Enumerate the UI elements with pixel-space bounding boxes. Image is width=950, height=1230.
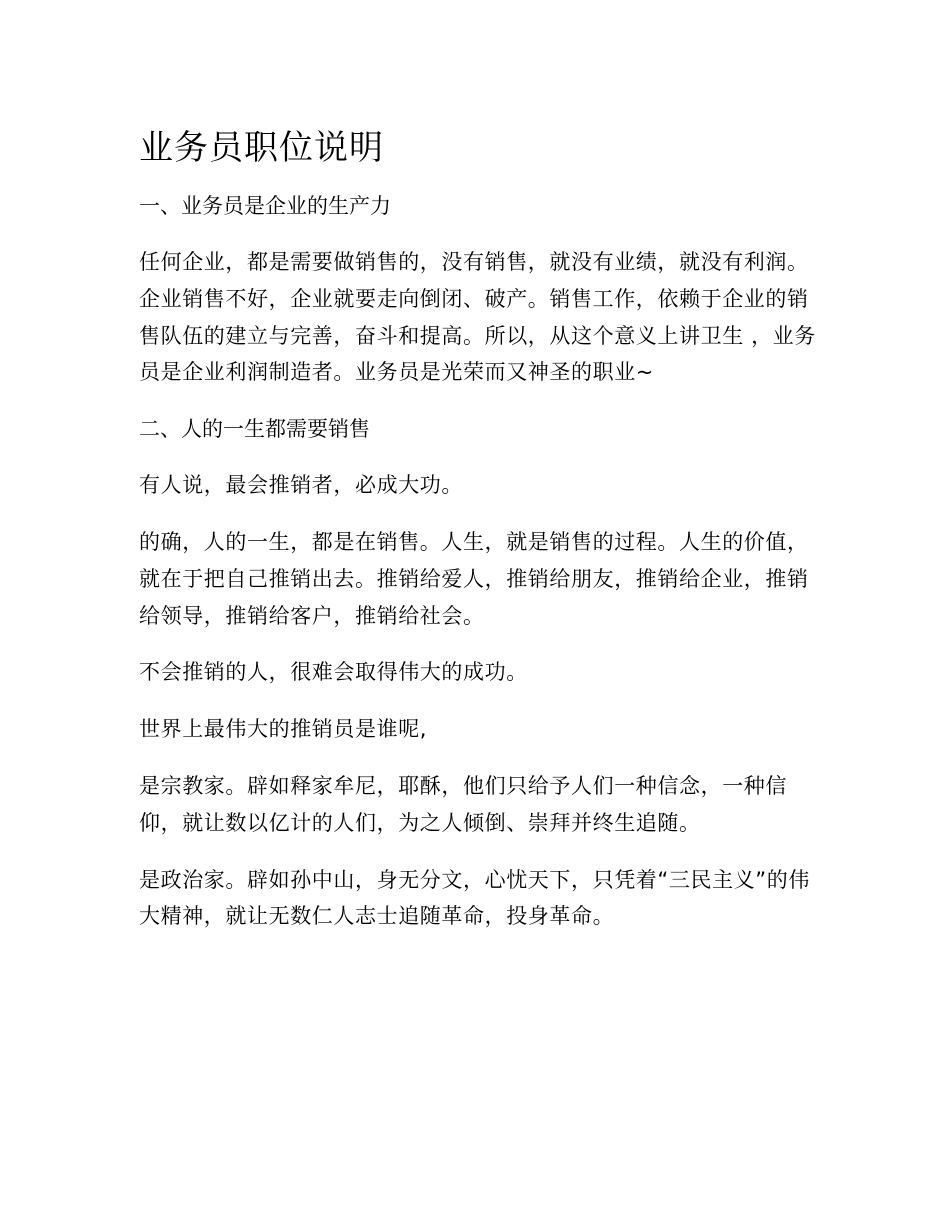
paragraph: 是政治家。辟如孙中山，身无分文，心忧天下，只凭着“三民主义”的伟大精神，就让无数仁人志士追随革命，投身革命。 (139, 867, 810, 929)
document-body (139, 124, 829, 955)
section-heading-2: 二、人的一生都需要销售 (139, 417, 370, 442)
paragraph: 的确，人的一生，都是在销售。人生，就是销售的过程。人生的价值，就在于把自己推销出去。推销给爱人，推销给朋友，推销给企业，推销给领导，推销给客户，推销给社会。 (139, 529, 809, 628)
document-title: 业务员职位说明 (139, 128, 384, 168)
paragraph: 任何企业，都是需要做销售的，没有销售，就没有业绩，就没有利润。企业销售不好，企业就要走向倒闭、破产。销售工作，依赖于企业的销售队伍的建立与完善，奋斗和提高。所以，从这个意义上讲卫生 ，业务员是企业利润制造者。业务员是光荣而又神圣的职业~ (139, 250, 816, 385)
paragraph: 是宗教家。辟如释家牟尼，耶酥，他们只给予人们一种信念，一种信仰，就让数以亿计的人们，为之人倾倒、崇拜并终生追随。 (139, 773, 787, 835)
paragraph: 世界上最伟大的推销员是谁呢, (139, 717, 428, 742)
paragraph: 有人说，最会推销者，必成大功。 (139, 473, 463, 498)
section-heading-1: 一、业务员是企业的生产力 (139, 194, 391, 218)
paragraph: 不会推销的人，很难会取得伟大的成功。 (139, 660, 528, 685)
